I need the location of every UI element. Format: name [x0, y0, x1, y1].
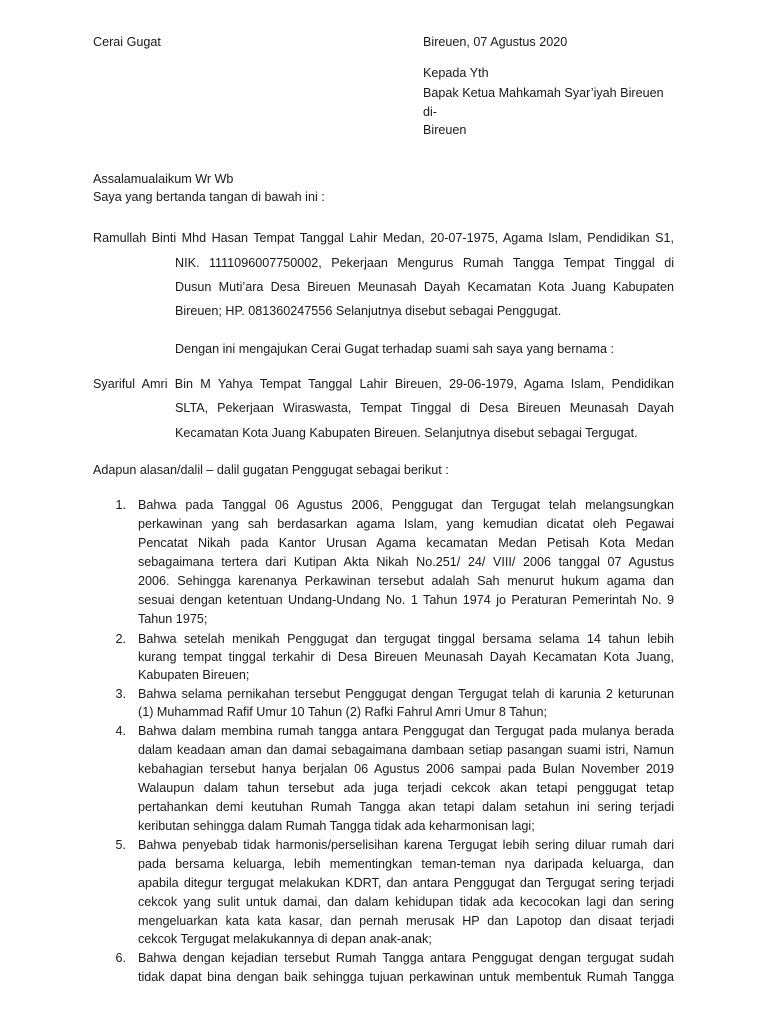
filing-statement: Dengan ini mengajukan Cerai Gugat terhadap suami sah saya yang bernama : [175, 342, 614, 356]
plaintiff-line-3: Dusun Muti’ara Desa Bireuen Meunasah Dayah Kecamatan Kota Juang Kabupaten [175, 280, 674, 294]
greeting-salam: Assalamualaikum Wr Wb [93, 172, 234, 186]
reason-5-line: pada bersama keluarga, lebih mementingkan teman-teman nya daripada keluarga, dan [138, 857, 674, 871]
plaintiff-line-2: NIK. 1111096007750002, Pekerjaan Mengurus Rumah Tangga Tempat Tinggal di [175, 256, 674, 270]
recipient-line-2: Bapak Ketua Mahkamah Syar’iyah Bireuen [423, 86, 664, 100]
reasons-intro: Adapun alasan/dalil – dalil gugatan Penggugat sebagai berikut : [93, 463, 449, 477]
reason-5-line: cekcok Tergugat melakukannya di depan anak-anak; [138, 932, 432, 946]
reason-5-line: apabila ditegur tergugat melakukan KDRT, dan antara Penggugat dan Tergugat sering terjadi [138, 876, 674, 890]
reason-3-line: (1) Muhammad Rafif Umur 10 Tahun (2) Rafki Fahrul Amri Umur 8 Tahun; [138, 705, 547, 719]
reason-3-line: Bahwa selama pernikahan tersebut Penggugat dengan Tergugat telah di karunia 2 keturunan [138, 687, 674, 701]
reason-1-line: 2006. Sehingga karenanya Perkawinan tersebut adalah Sah menurut hukum agama dan [138, 574, 674, 588]
reason-5-line: mengeluarkan kata kata kasar, dan pernah merusak HP dan Lapotop dan disaat terjadi [138, 914, 674, 928]
reason-number: 1. [115, 498, 126, 512]
reason-4-line: keributan sehingga dalam Rumah Tangga tidak ada keharmonisan lagi; [138, 819, 535, 833]
reason-4-line: pertahankan demi keutuhan Rumah Tangga akan tetapi dalam setahun ini sering terjadi [138, 800, 674, 814]
recipient-line-4: Bireuen [423, 123, 467, 137]
reason-2-line: kurang tempat tinggal terkahir di Desa Bireuen Meunasah Dayah Kecamatan Kota Juang, [138, 650, 674, 664]
reason-2-line: Kabupaten Bireuen; [138, 668, 250, 682]
reason-4-line: kebahagian tersebut hanya berjalan 06 Agustus 2006 sampai pada Bulan November 2019 [138, 762, 674, 776]
defendant-line-1: Syariful Amri Bin M Yahya Tempat Tanggal Lahir Bireuen, 29-06-1979, Agama Islam, Pendidikan [93, 377, 674, 391]
recipient-line-1: Kepada Yth [423, 66, 489, 80]
reason-5-line: Bahwa penyebab tidak harmonis/perselisihan karena Tergugat lebih sering diluar rumah dari [138, 838, 674, 852]
defendant-line-3: Kecamatan Kota Juang Kabupaten Bireuen. Selanjutnya disebut sebagai Tergugat. [175, 426, 638, 440]
reason-number: 5. [115, 838, 126, 852]
defendant-line-2: SLTA, Pekerjaan Wiraswasta, Tempat Tinggal di Desa Bireuen Meunasah Dayah [175, 401, 674, 415]
reason-number: 3. [115, 687, 126, 701]
plaintiff-line-1: Ramullah Binti Mhd Hasan Tempat Tanggal Lahir Medan, 20-07-1975, Agama Islam, Pendidikan S1, [93, 231, 674, 245]
place-date: Bireuen, 07 Agustus 2020 [423, 35, 568, 49]
reason-2-line: Bahwa setelah menikah Penggugat dan tergugat tinggal bersama selama 14 tahun lebih [138, 632, 674, 646]
reason-1-line: Tahun 1975; [138, 612, 208, 626]
reason-number: 4. [115, 724, 126, 738]
reason-number: 6. [115, 951, 126, 965]
reason-1-line: sebagaimana tertera dari Kutipan Akta Nikah No.251/ 24/ VIII/ 2006 tanggal 07 Agustus [138, 555, 674, 569]
plaintiff-line-4: Bireuen; HP. 081360247556 Selanjutnya disebut sebagai Penggugat. [175, 304, 562, 318]
reason-1-line: Pencatat Nikah pada Kantor Urusan Agama kecamatan Medan Petisah Kota Medan [138, 536, 674, 550]
reason-6-line: Bahwa dengan kejadian tersebut Rumah Tangga antara Penggugat dengan tergugat sudah [138, 951, 674, 965]
reason-4-line: Bahwa dalam membina rumah tangga antara Penggugat dan Tergugat pada mulanya berada [138, 724, 674, 738]
recipient-line-3: di- [423, 105, 437, 119]
reason-number: 2. [115, 632, 126, 646]
reason-1-line: sesuai dengan ketentuan Undang-Undang No. 1 Tahun 1974 jo Peraturan Pemerintah No. 9 [138, 593, 674, 607]
reason-1-line: Bahwa pada Tanggal 06 Agustus 2006, Penggugat dan Tergugat telah melangsungkan [138, 498, 674, 512]
reason-6-line: tidak dapat bina dengan baik sehingga tujuan perkawinan untuk membentuk Rumah Tangga [138, 970, 674, 984]
reason-4-line: Walaupun dalam tahun tersebut ada juga terjadi cekcok akan tetapi penggugat tetap [138, 781, 674, 795]
greeting-intro: Saya yang bertanda tangan di bawah ini : [93, 190, 325, 204]
reason-4-line: dalam keadaan aman dan damai sebagaimana dambaan setiap pasangan suami istri, Namun [138, 743, 674, 757]
document-subject: Cerai Gugat [93, 35, 161, 49]
reason-5-line: cekcok yang sulit untuk damai, dan dalam kehidupan tidak ada kecocokan lagi dan sering [138, 895, 674, 909]
reason-1-line: perkawinan yang sah berdasarkan agama Islam, yang kemudian dicatat oleh Pegawai [138, 517, 674, 531]
